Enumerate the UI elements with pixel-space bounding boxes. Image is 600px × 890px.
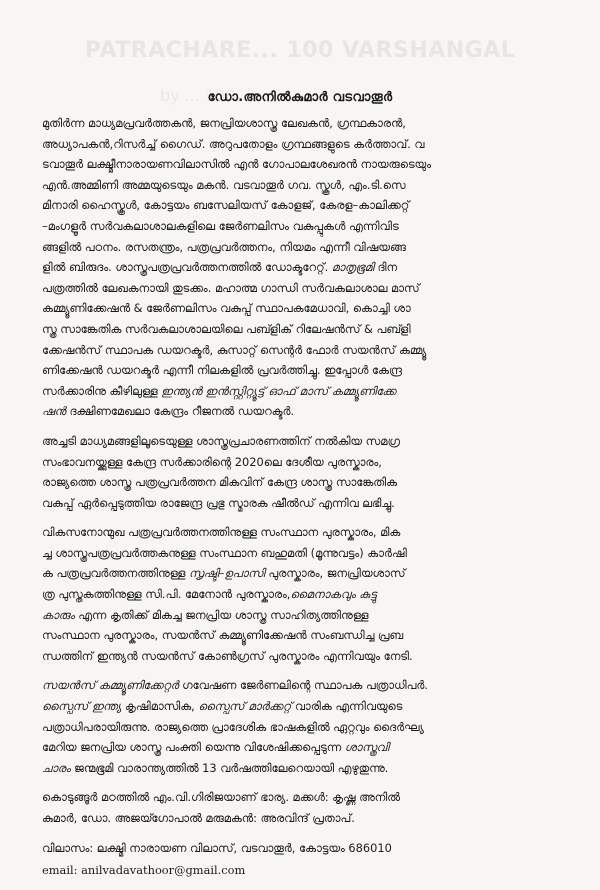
text-line: പത്രാധിപരായിരുന്നു. രാജ്യത്തെ പ്രാദേശിക ഭാഷകളിൽ ഏറ്റവും ദൈർഘ്യ (42, 719, 424, 734)
italic-title: സൃഷ്ടി–ഉപാസി (188, 566, 265, 581)
text-line: സ്പൈസ് ഇന്ത്യ കൃഷിമാസിക, സ്പൈസ് മാർക്കറ്റ് വാരിക എന്നിവയുടെ (42, 699, 403, 714)
text-line: സർക്കാരിനു കീഴിലുള്ള ഇന്ത്യൻ ഇൻസ്റ്റിറ്റ്യൂട്ട് ഓഫ് മാസ് കമ്മ്യൂണിക്കേ (42, 383, 396, 398)
italic-title: ചാരം (42, 760, 71, 775)
text-line: ടവാതൂർ ലക്ഷ്മീനാരായണവിലാസിൽ എൻ ഗോപാലശേഖരൻ നായരുടെയും (42, 157, 431, 172)
author-heading: ഡോ.അനിൽകുമാർ വടവാതൂർ (207, 90, 393, 105)
text-line: വിലാസം: ലക്ഷ്മി നാരായണ വിലാസ്, വടവാതൂർ, കോട്ടയം 686010 (42, 840, 392, 855)
text-line: ളിൽ ബിരുദം. ശാസ്ത്രപത്രപ്രവർത്തനത്തിൽ ഡോക്ടറേറ്റ്. മാതൃഭൂമി ദിന (42, 260, 398, 275)
italic-title: സയൻസ് കമ്മ്യൂണിക്കേറ്റർ (42, 678, 179, 693)
text-line: വകുപ്പ് ഏർപ്പെടുത്തിയ രാജേന്ദ്ര പ്രഭു സ്മാരക ഷീൽഡ് എന്നിവ ലഭിച്ചു. (42, 495, 395, 510)
email-line: email: anilvadavathoor@gmail.com (42, 863, 246, 878)
text-line: ക പത്രപ്രവർത്തനത്തിനുള്ള സൃഷ്ടി–ഉപാസി പുരസ്കാരം, ജനപ്രിയശാസ് (42, 566, 406, 581)
bio-paragraph (42, 113, 570, 422)
text-line: വികസനോന്മുഖ പത്രപ്രവർത്തനത്തിനുള്ള സംസ്ഥാന പുരസ്കാരം, മിക (42, 525, 401, 540)
text-line: സ്ത്ര സാങ്കേതിക സർവകലാശാലയിലെ പബ്ളിക് റിലേഷൻസ് & പബ്ളി (42, 321, 411, 336)
family-paragraph (42, 787, 570, 828)
text-line: അധ്യാപകൻ,റിസർച്ച് ഗൈഡ്. അറുപതോളം ഗ്രന്ഥങ്ങളുടെ കർത്താവ്. വ (42, 136, 425, 151)
text-line: രാജ്യത്തെ ശാസ്ത്ര പത്രപ്രവർത്തന മികവിന് കേന്ദ്ര ശാസ്ത്ര സാങ്കേതിക (42, 475, 397, 490)
text-line: ത്ര പുസ്തകത്തിനുള്ള സി.പി. മേനോൻ പുരസ്കാരം,മൈനാകവും കുട്ടു (42, 587, 377, 602)
text-line: മേറിയ ജനപ്രിയ ശാസ്ത്ര പംക്തി യെന്നു വിശേഷിക്കപ്പെടുന്ന ശാസ്ത്രവി (42, 740, 390, 755)
italic-title: കാരും (42, 607, 75, 622)
text-line: ക്കേഷൻസ് സ്ഥാപക ഡയറക്ടർ, കുസാറ്റ് സെന്റർ ഫോർ സയൻസ് കമ്മ്യൂ (42, 342, 427, 357)
text-line: കുമാർ, ഡോ. അജയ്ഗോപാൽ മരുമകൻ: അരവിന്ദ് പ്രതാപ്. (42, 811, 355, 825)
bio-content (42, 113, 570, 890)
text-line: ന്ധത്തിന് ഇന്ത്യൻ സയൻസ് കോൺഗ്രസ് പുരസ്കാരം എന്നിവയും നേടി. (42, 648, 413, 663)
text-line: കാരും എന്ന കൃതിക്ക് മികച്ച ജനപ്രിയ ശാസ്ത്ര സാഹിത്യത്തിനുള്ള (42, 607, 369, 622)
state-awards-paragraph (42, 522, 570, 666)
text-line: ങ്ങളിൽ പഠനം. രസതന്ത്രം, പത്രപ്രവർത്തനം, നിയമം എന്നീ വിഷയങ്ങ (42, 239, 406, 254)
text-line: എൻ.അമ്മിണി അമ്മയുടെയും മകൻ. വടവാതൂർ ഗവ. സ്കൂൾ, എം.ടി.സെ (42, 177, 406, 192)
text-line: ണിക്കേഷൻ ഡയറക്ടർ എന്നീ നിലകളിൽ പ്രവർത്തിച്ചു. ഇപ്പോൾ കേന്ദ്ര (42, 363, 402, 378)
italic-title: സ്പൈസ് മാർക്കറ്റ് (198, 699, 292, 714)
text-line: മുതിർന്ന മാധ്യമപ്രവർത്തകൻ, ജനപ്രിയശാസ്ത്ര ലേഖകൻ, ഗ്രന്ഥകാരൻ, (42, 116, 406, 130)
text-line: സയൻസ് കമ്മ്യൂണിക്കേറ്റർ ഗവേഷണ ജേർണലിന്റെ സ്ഥാപക പത്രാധിപർ. (42, 678, 428, 693)
italic-title: ഇന്ത്യൻ ഇൻസ്റ്റിറ്റ്യൂട്ട് ഓഫ് മാസ് കമ്മ്യൂണിക്കേ (161, 383, 396, 398)
watermark-title: PATRACHARE... 100 VARSHANGAL (84, 38, 516, 63)
text-line: സംസ്ഥാന പുരസ്കാരം, സയൻസ് കമ്മ്യൂണിക്കേഷൻ സംബന്ധിച്ച പ്രബ (42, 628, 404, 643)
awards-paragraph (42, 431, 570, 513)
italic-title: ശാസ്ത്രവി (344, 740, 390, 755)
address-paragraph (42, 838, 570, 859)
text-line: കമ്മ്യൂണിക്കേഷൻ & ജേർണലിസം വകുപ്പ് സ്ഥാപകമേധാവി, കൊച്ചി ശാ (42, 301, 411, 316)
text-line: ഷൻ ദക്ഷിണമേഖലാ കേന്ദ്രം റീജനൽ ഡയറക്ടർ. (42, 404, 295, 419)
text-line: അച്ചടി മാധ്യമങ്ങളിലൂടെയുള്ള ശാസ്ത്രപ്രചാരണത്തിന് നൽകിയ സമഗ്ര (42, 433, 400, 448)
text-line: ചാരം ജന്മഭൂമി വാരാന്ത്യത്തിൽ 13 വർഷത്തിലേറെയായി എഴുതുന്നു. (42, 760, 389, 775)
italic-title: മാതൃഭൂമി (331, 260, 374, 275)
editorial-paragraph (42, 675, 570, 778)
italic-title: മൈനാകവും കുട്ടു (290, 587, 377, 602)
text-line: പത്രത്തിൽ ലേഖകനായി തുടക്കം. മഹാത്മ ഗാന്ധി സർവകലാശാല മാസ് (42, 280, 420, 295)
text-line: മിനാരി ഹൈസ്കൂൾ, കോട്ടയം ബസേലിയസ് കോളജ്, കേരള–കാലിക്കറ്റ് (42, 198, 410, 213)
italic-title: ഷൻ (42, 404, 66, 419)
watermark-subtitle: by ... 100 (160, 86, 236, 105)
text-line: സംഭാവനയ്ക്കുള്ള കേന്ദ്ര സർക്കാരിന്റെ 2020ലെ ദേശീയ പുരസ്കാരം, (42, 454, 382, 469)
text-line: ച്ച ശാസ്ത്രപത്രപ്രവർത്തകനുള്ള സംസ്ഥാന ബഹുമതി (മൂന്നുവട്ടം) കാർഷി (42, 545, 407, 560)
text-line: കൊടുങ്ങൂർ മഠത്തിൽ എം.വി.ഗിരിജയാണ് ഭാര്യ. മക്കൾ: കൃഷ്ണ അനിൽ (42, 790, 400, 805)
text-line: –മംഗളൂർ സർവകലാശാലകളിലെ ജേർണലിസം വകുപ്പുകൾ എന്നിവിട (42, 218, 399, 233)
italic-title: സ്പൈസ് ഇന്ത്യ (42, 699, 122, 714)
